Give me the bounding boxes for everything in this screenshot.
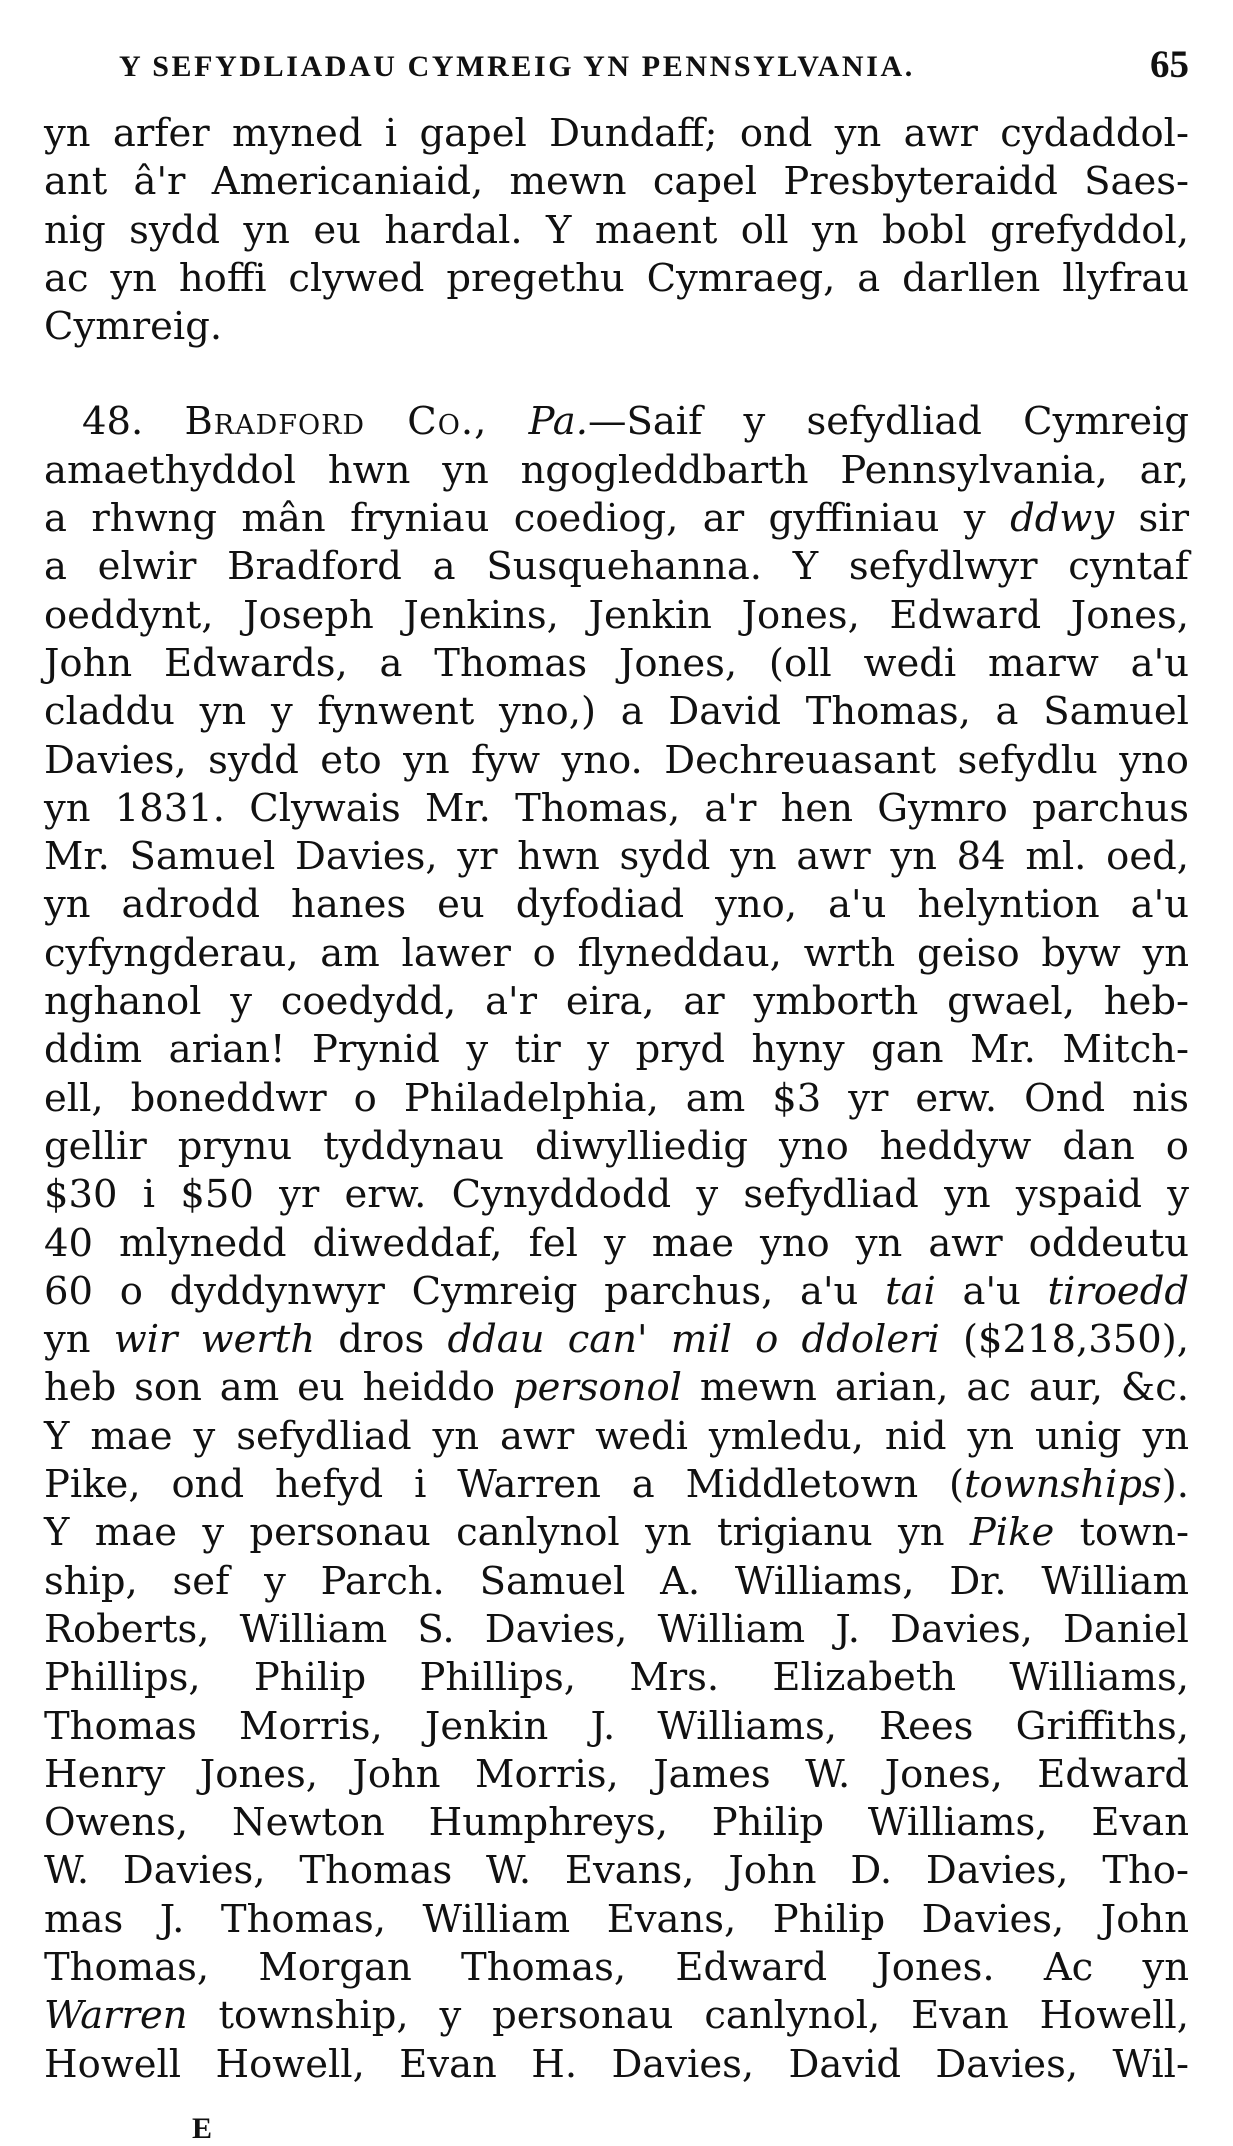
text-run: a rhwng mân fryniau coediog, ar gyffiniau y: [44, 496, 1011, 542]
text-line: nig sydd yn eu hardal. Y maent oll yn bobl grefyddol,: [44, 207, 1189, 253]
italic-run: Warren: [44, 1993, 188, 2039]
text-run: town-: [1054, 1510, 1189, 1556]
text-line: Y mae y sefydliad yn awr wedi ymledu, nid yn unig yn: [44, 1413, 1189, 1459]
text-run: mewn arian, ac aur, &c.: [681, 1365, 1189, 1411]
text-line: ship, sef y Parch. Samuel A. Williams, Dr. William: [44, 1558, 1189, 1604]
text-line: [44, 495, 1189, 543]
text-line: Phillips, Philip Phillips, Mrs. Elizabeth Williams,: [44, 1655, 1189, 1701]
text-line: ell, boneddwr o Philadelphia, am $3 yr erw. Ond nis: [44, 1075, 1189, 1121]
document-page: [44, 40, 1190, 2145]
text-run: Pike, ond hefyd i Warren a Middletown (: [44, 1462, 965, 1508]
text-line: Thomas, Morgan Thomas, Edward Jones. Ac yn: [44, 1944, 1189, 1990]
text-run: ($218,350),: [939, 1317, 1190, 1363]
text-run: yn: [44, 1317, 114, 1363]
text-line: 40 mlynedd diweddaf, fel y mae yno yn awr oddeutu: [44, 1220, 1189, 1266]
text-line: Cymreig.: [44, 304, 223, 350]
text-line: gellir prynu tyddynau diwylliedig yno heddyw dan o: [44, 1123, 1189, 1169]
body-text: [44, 110, 1189, 2089]
text-line: [44, 1992, 1189, 2040]
italic-run: personol: [512, 1365, 682, 1411]
page-number: 65: [1150, 43, 1189, 86]
text-run: 60 o dyddynwyr Cymreig parchus, a'u: [44, 1268, 886, 1314]
paragraph-2-first-line: [44, 398, 1189, 446]
italic-run: Pike: [969, 1510, 1055, 1556]
text-line: amaethyddol hwn yn ngogleddbarth Pennsylvania, ar,: [44, 447, 1189, 493]
text-line: Roberts, William S. Davies, William J. Davies, Daniel: [44, 1606, 1189, 1652]
text-line: cyfyngderau, am lawer o flyneddau, wrth geiso byw yn: [44, 930, 1189, 976]
text-line: Henry Jones, John Morris, James W. Jones, Edward: [44, 1751, 1189, 1797]
text-line: ac yn hoffi clywed pregethu Cymraeg, a darllen llyfrau: [44, 255, 1189, 301]
paragraph-1: [44, 110, 1189, 351]
text-run: dros: [315, 1317, 448, 1363]
signature-mark: E: [192, 2112, 213, 2145]
paragraph-gap: [44, 351, 1189, 398]
text-line: [44, 1316, 1189, 1364]
text-line: John Edwards, a Thomas Jones, (oll wedi marw a'u: [44, 640, 1189, 686]
entry-number: 48.: [82, 399, 144, 445]
text-line: [44, 1461, 1189, 1509]
text-line: [44, 1268, 1189, 1316]
text-line: Thomas Morris, Jenkin J. Williams, Rees Griffiths,: [44, 1703, 1189, 1749]
text-line: Davies, sydd eto yn fyw yno. Dechreuasant sefydlu yno: [44, 737, 1189, 783]
italic-run: ddau can' mil o ddoleri: [447, 1317, 940, 1363]
text-line: claddu yn y fynwent yno,) a David Thomas, a Samuel: [44, 689, 1189, 735]
text-run: ).: [1161, 1462, 1189, 1508]
text-line: Mr. Samuel Davies, yr hwn sydd yn awr yn 84 ml. oed,: [44, 834, 1189, 880]
text-line: yn 1831. Clywais Mr. Thomas, a'r hen Gymro parchus: [44, 785, 1189, 831]
italic-run: wir werth: [113, 1317, 316, 1363]
text-line: ddim arian! Prynid y tir y pryd hyny gan Mr. Mitch-: [44, 1027, 1189, 1073]
text-line: $30 i $50 yr erw. Cynyddodd y sefydliad yn yspaid y: [44, 1172, 1189, 1218]
text-line: [44, 1509, 1189, 1557]
running-head: [44, 40, 1189, 110]
state-abbrev: Pa.: [528, 399, 588, 445]
paragraph-2: [44, 398, 1189, 2088]
running-title: Y SEFYDLIADAU CYMREIG YN PENNSYLVANIA.: [119, 50, 915, 83]
text-line: Howell Howell, Evan H. Davies, David Davies, Wil-: [44, 2041, 1189, 2087]
text-run: Y mae y personau canlynol yn trigianu yn: [44, 1510, 970, 1556]
text-run: sir: [1114, 496, 1189, 542]
italic-run: townships: [964, 1462, 1162, 1508]
first-line-rest: —Saif y sefydliad Cymreig: [587, 399, 1189, 445]
text-line: yn arfer myned i gapel Dundaff; ond yn awr cydaddol-: [44, 111, 1189, 156]
text-line: [44, 1364, 1189, 1412]
text-line: nghanol y coedydd, a'r eira, ar ymborth gwael, heb-: [44, 979, 1189, 1025]
text-line: W. Davies, Thomas W. Evans, John D. Davies, Tho-: [44, 1848, 1189, 1894]
text-line: Owens, Newton Humphreys, Philip Williams, Evan: [44, 1800, 1189, 1846]
text-run: a'u: [935, 1268, 1048, 1314]
italic-run: tiroedd: [1047, 1268, 1189, 1314]
text-line: a elwir Bradford a Susquehanna. Y sefydlwyr cyntaf: [44, 544, 1189, 590]
text-line: yn adrodd hanes eu dyfodiad yno, a'u helyntion a'u: [44, 882, 1189, 928]
italic-run: tai: [885, 1268, 936, 1314]
text-line: mas J. Thomas, William Evans, Philip Davies, John: [44, 1896, 1189, 1942]
text-run: township, y personau canlynol, Evan Howell,: [187, 1993, 1189, 2039]
italic-run: ddwy: [1010, 496, 1115, 542]
text-run: heb son am eu heiddo: [44, 1365, 513, 1411]
text-line: oeddynt, Joseph Jenkins, Jenkin Jones, Edward Jones,: [44, 592, 1189, 638]
place-name: Bradford Co.,: [184, 399, 488, 445]
text-line: ant â'r Americaniaid, mewn capel Presbyteraidd Saes-: [44, 159, 1189, 205]
